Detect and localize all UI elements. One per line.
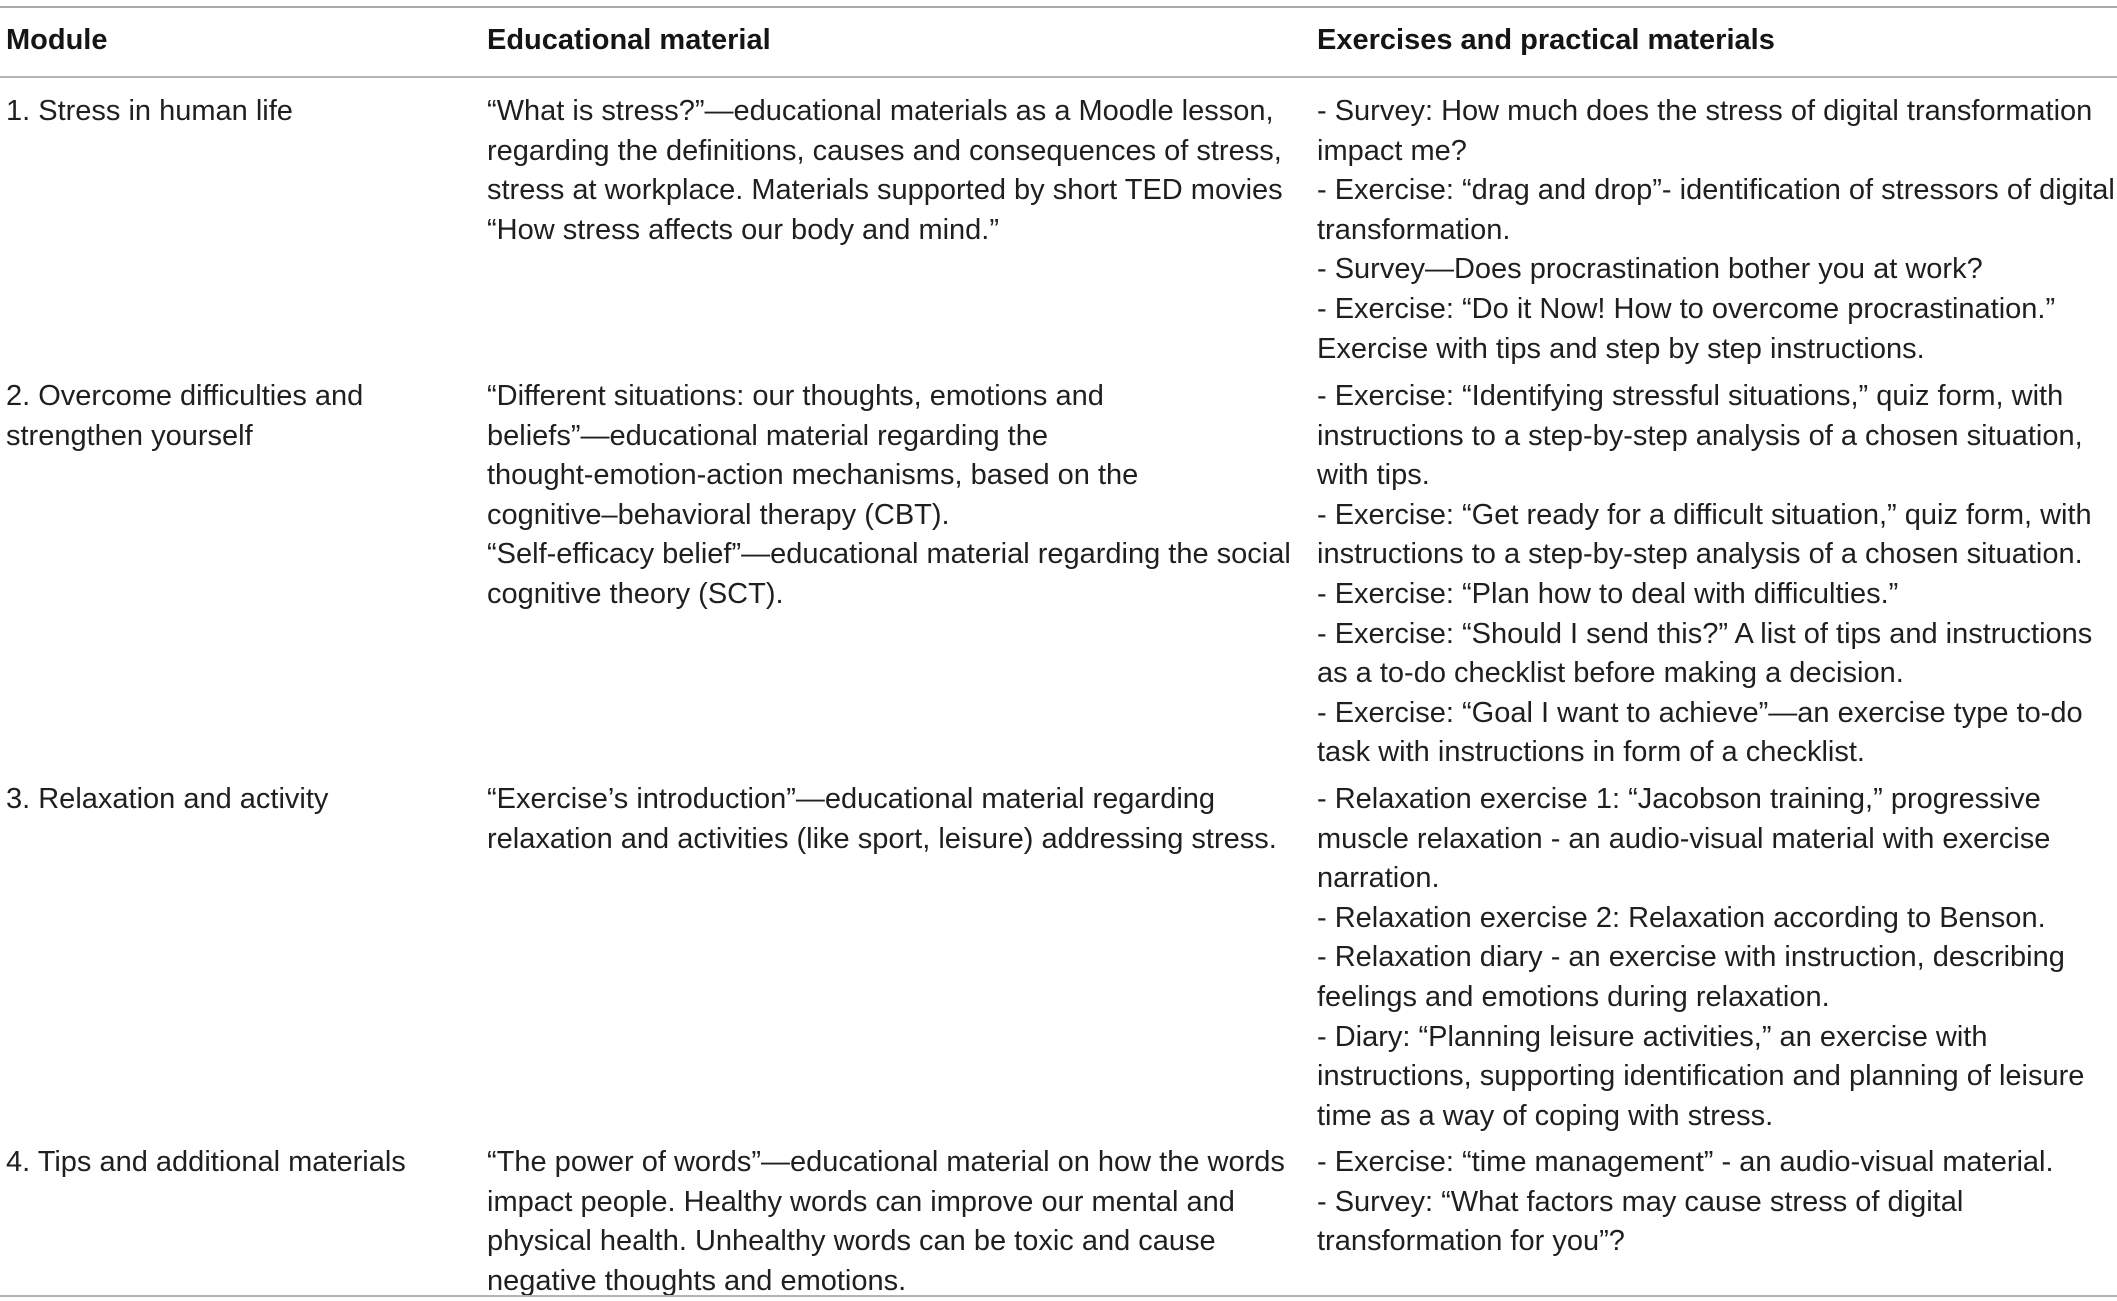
educational-cell (487, 377, 1307, 615)
cell-line: “What is stress?”—educational materials as a Moodle lesson, (487, 95, 1274, 127)
cell-line: - Exercise: “Get ready for a difficult situation,” quiz form, with (1317, 498, 2092, 531)
cell-line: - Relaxation exercise 2: Relaxation according to Benson. (1317, 901, 2046, 934)
cell-line: - Survey: “What factors may cause stress of digital (1317, 1185, 1964, 1218)
cell-line: thought-emotion-action mechanisms, based on the (487, 459, 1139, 492)
cell-line: 4. Tips and additional materials (6, 1146, 406, 1178)
cell-line: - Exercise: “Identifying stressful situations,” quiz form, with (1317, 380, 2064, 412)
exercises-cell (1317, 780, 2117, 1136)
cell-line: - Survey: How much does the stress of digital transformation (1317, 95, 2093, 127)
cell-line: instructions, supporting identification and planning of leisure (1317, 1060, 2085, 1093)
module-cell (6, 92, 466, 132)
header-module: Module (6, 24, 108, 56)
cell-line: narration. (1317, 862, 1440, 895)
cell-line: 2. Overcome difficulties and (6, 380, 364, 412)
cell-line: - Exercise: “Should I send this?” A list of tips and instructions (1317, 617, 2093, 650)
educational-cell (487, 92, 1307, 250)
module-cell (6, 780, 466, 820)
header-exercises: Exercises and practical materials (1317, 24, 1775, 56)
cell-line: beliefs”—educational material regarding the (487, 419, 1048, 452)
cell-line: - Relaxation diary - an exercise with instruction, describing (1317, 941, 2065, 974)
exercises-cell (1317, 1143, 2117, 1262)
header-educational-material: Educational material (487, 24, 771, 56)
cell-line: “How stress affects our body and mind.” (487, 213, 1000, 246)
exercises-cell (1317, 92, 2117, 369)
cell-line: - Exercise: “time management” - an audio-visual material. (1317, 1146, 2054, 1178)
module-cell (6, 377, 466, 456)
cell-line: as a to-do checklist before making a decision. (1317, 657, 1904, 690)
cell-line: with tips. (1317, 459, 1430, 492)
cell-line: instructions to a step-by-step analysis of a chosen situation, (1317, 419, 2083, 452)
cell-line: physical health. Unhealthy words can be toxic and cause (487, 1225, 1216, 1258)
cell-line: transformation. (1317, 213, 1511, 246)
cell-line: 3. Relaxation and activity (6, 783, 329, 815)
cell-line: - Exercise: “Do it Now! How to overcome procrastination.” (1317, 292, 2056, 325)
cell-line: - Relaxation exercise 1: “Jacobson training,” progressive (1317, 783, 2041, 815)
cell-line: - Exercise: “drag and drop”- identification of stressors of digital (1317, 174, 2115, 207)
cell-line: negative thoughts and emotions. (487, 1264, 907, 1297)
cell-line: impact people. Healthy words can improve our mental and (487, 1185, 1235, 1218)
table-bottom-rule (0, 1295, 2117, 1297)
cell-line: cognitive–behavioral therapy (CBT). (487, 498, 950, 531)
cell-line: - Exercise: “Plan how to deal with difficulties.” (1317, 577, 1899, 610)
cell-line: “Exercise’s introduction”—educational material regarding (487, 783, 1216, 815)
cell-line: 1. Stress in human life (6, 95, 293, 127)
module-cell (6, 1143, 466, 1183)
cell-line: cognitive theory (SCT). (487, 577, 784, 610)
table-header-rule (0, 76, 2117, 78)
cell-line: - Diary: “Planning leisure activities,” an exercise with (1317, 1020, 1988, 1053)
cell-line: - Survey—Does procrastination bother you at work? (1317, 253, 1983, 286)
cell-line: task with instructions in form of a checklist. (1317, 736, 1865, 769)
educational-cell (487, 1143, 1307, 1301)
cell-line: muscle relaxation - an audio-visual material with exercise (1317, 822, 2051, 855)
cell-line: impact me? (1317, 134, 1467, 167)
cell-line: Exercise with tips and step by step instructions. (1317, 332, 1925, 365)
cell-line: relaxation and activities (like sport, leisure) addressing stress. (487, 822, 1277, 855)
cell-line: “Self-efficacy belief”—educational material regarding the social (487, 538, 1291, 571)
cell-line: strengthen yourself (6, 419, 253, 452)
cell-line: stress at workplace. Materials supported by short TED movies (487, 174, 1283, 207)
cell-line: “Different situations: our thoughts, emotions and (487, 380, 1104, 412)
cell-line: - Exercise: “Goal I want to achieve”—an exercise type to-do (1317, 696, 2083, 729)
cell-line: transformation for you”? (1317, 1225, 1625, 1258)
table-top-rule (0, 6, 2117, 8)
exercises-cell (1317, 377, 2117, 773)
cell-line: feelings and emotions during relaxation. (1317, 980, 1830, 1013)
cell-line: time as a way of coping with stress. (1317, 1099, 1774, 1132)
cell-line: instructions to a step-by-step analysis of a chosen situation. (1317, 538, 2083, 571)
educational-cell (487, 780, 1307, 859)
cell-line: “The power of words”—educational material on how the words (487, 1146, 1285, 1178)
cell-line: regarding the definitions, causes and consequences of stress, (487, 134, 1282, 167)
